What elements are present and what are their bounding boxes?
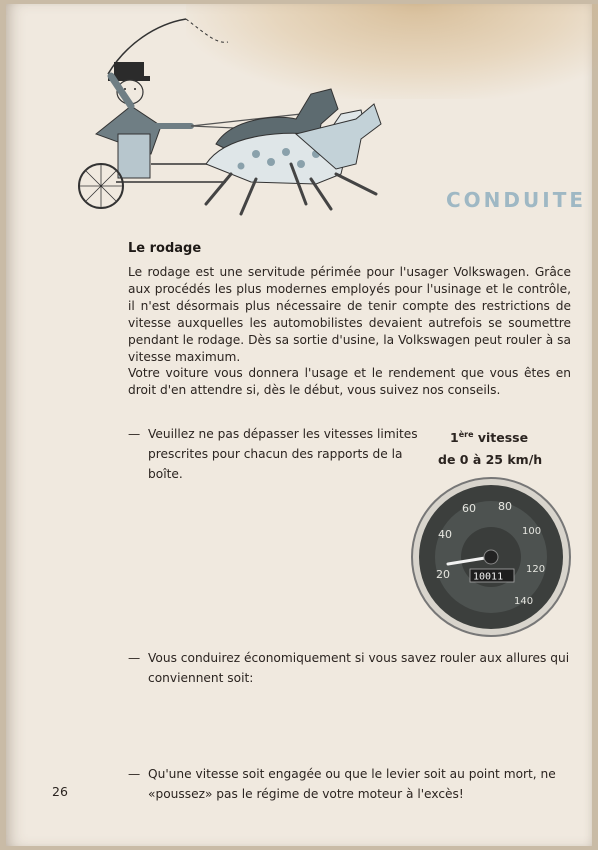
horse-carriage-illustration	[56, 14, 396, 219]
bullet-text: Vous conduirez économiquement si vous savez rouler aux allures qui	[148, 651, 570, 665]
page-number: 26	[52, 784, 68, 799]
paragraph-advice: Votre voiture vous donnera l'usage et le rendement que vous êtes en droit d'en attendre si, dès le début, vous suivez nos conseils.	[128, 366, 571, 397]
bullet-text-continued: «poussez» pas le régime de votre moteur à l'excès!	[148, 787, 464, 801]
speedo-odometer: 10011	[473, 571, 504, 583]
speedometer-image	[410, 476, 572, 638]
gear-suffix: ère	[458, 430, 474, 439]
first-gear-limit	[438, 424, 578, 471]
speedo-tick-40: 40	[438, 528, 452, 541]
speedo-tick-120: 120	[526, 564, 546, 575]
speedo-tick-100: 100	[522, 526, 542, 537]
gear-speed-range: de 0 à 25 km/h	[438, 452, 543, 468]
paragraph-intro: Le rodage est une servitude périmée pour l'usager Volkswagen. Grâce aux procédés les plus modernes employés pour l'usinage et le contrôle, il n'est désormais plus nécessaire de tenir compte des restrictions de vitesse auxquelles les automobilistes devaient autrefois se soumettre pendant le rodage. Dès sa sortie d'usine, la Volkswagen peut rouler à sa vitesse maximum.	[128, 265, 571, 364]
bullet-dash: —	[128, 767, 141, 781]
page-heading: CONDUITE	[446, 188, 587, 212]
speedo-tick-80: 80	[498, 500, 512, 513]
bullet-engine-revs	[128, 764, 571, 804]
bullet-speed-limits	[128, 424, 428, 484]
bullet-dash: —	[128, 427, 141, 441]
speedo-tick-20: 20	[436, 568, 450, 581]
section-title: Le rodage	[128, 241, 202, 256]
bullet-text: Veuillez ne pas dépasser les vitesses limites	[148, 427, 418, 441]
gear-word: vitesse	[473, 430, 529, 446]
gear-number: 1	[450, 430, 459, 446]
bullet-text: Qu'une vitesse soit engagée ou que le levier soit au point mort, ne	[148, 767, 556, 781]
bullet-text-continued: prescrites pour chacun des rapports de la boîte.	[148, 447, 403, 481]
bullet-economy	[128, 648, 571, 688]
speedo-tick-60: 60	[462, 502, 476, 515]
bullet-dash: —	[128, 651, 141, 665]
bullet-text-continued: conviennent soit:	[148, 671, 254, 685]
speedo-tick-140: 140	[514, 596, 534, 607]
